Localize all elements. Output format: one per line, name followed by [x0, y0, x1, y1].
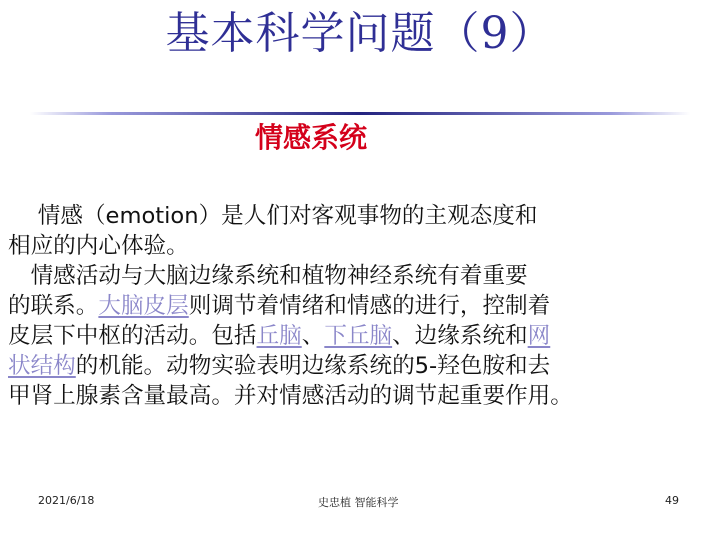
term-link[interactable]: 大脑皮层	[98, 293, 189, 319]
body-text-segment: 皮层下中枢的活动。包括	[8, 323, 257, 349]
body-text-segment: 、	[301, 323, 325, 349]
footer-page-number: 49	[665, 494, 679, 507]
body-line	[8, 201, 714, 231]
body-line	[8, 351, 714, 381]
footer-date: 2021/6/18	[38, 494, 95, 507]
body-text-segment: 则调节着情绪和情感的进行，控制着	[188, 293, 551, 319]
body-text-segment: 情感活动与大脑边缘系统和植物神经系统有着重要	[8, 263, 528, 289]
body-line	[8, 381, 714, 411]
footer-author: 史忠植 智能科学	[318, 496, 399, 509]
term-link[interactable]: 下丘脑	[324, 323, 393, 349]
body-text-segment: 、边缘系统和	[392, 323, 528, 349]
body-line	[8, 231, 714, 261]
slide-subtitle: 情感系统	[255, 121, 368, 154]
body-text-segment: 情感（emotion）是人们对客观事物的主观态度和	[8, 203, 538, 229]
term-link[interactable]: 状结构	[8, 353, 76, 379]
body-text-segment: 的联系。	[8, 293, 99, 319]
slide-title: 基本科学问题（9）	[165, 8, 555, 59]
body-line	[8, 321, 714, 351]
body-line	[8, 261, 714, 291]
body-text-segment: 甲肾上腺素含量最高。并对情感活动的调节起重要作用。	[8, 383, 573, 409]
body-line	[8, 291, 714, 321]
term-link[interactable]: 丘脑	[256, 323, 302, 349]
body-text-segment: 的机能。动物实验表明边缘系统的5-羟色胺和去	[75, 353, 551, 379]
title-divider	[30, 112, 690, 115]
term-link[interactable]: 网	[527, 323, 551, 349]
body-text	[8, 201, 714, 411]
body-text-segment: 相应的内心体验。	[8, 233, 189, 259]
